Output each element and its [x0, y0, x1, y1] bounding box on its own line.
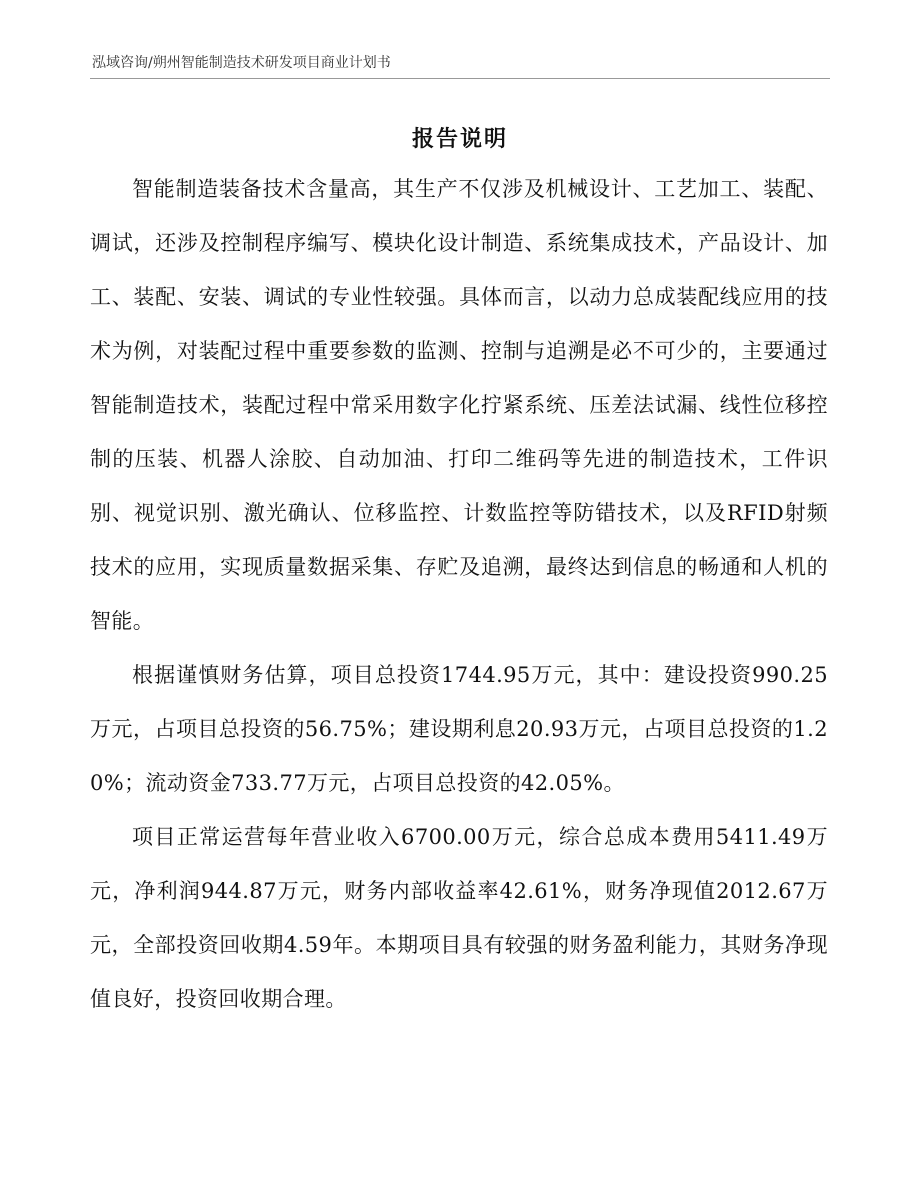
paragraph-investment: 根据谨慎财务估算，项目总投资1744.95万元，其中：建设投资990.25万元，占项目总投资的56.75%；建设期利息20.93万元，占项目总投资的1.20%；流动资金733.77万元，占项目总投资的42.05%。	[90, 663, 828, 795]
running-header: 泓域咨询/朔州智能制造技术研发项目商业计划书	[92, 55, 391, 71]
section-title: 报告说明	[411, 127, 508, 152]
paragraph-overview: 智能制造装备技术含量高，其生产不仅涉及机械设计、工艺加工、装配、调试，还涉及控制程序编写、模块化设计制造、系统集成技术，产品设计、加工、装配、安装、调试的专业性较强。具体而言，以动力总成装配线应用的技术为例，对装配过程中重要参数的监测、控制与追溯是必不可少的，主要通过智能制造技术，装配过程中常采用数字化拧紧系统、压差法试漏、线性位移控制的压装、机器人涂胶、自动加油、打印二维码等先进的制造技术，工件识别、视觉识别、激光确认、位移监控、计数监控等防错技术，以及RFID射频技术的应用，实现质量数据采集、存贮及追溯，最终达到信息的畅通和人机的智能。	[90, 177, 828, 633]
header-divider	[90, 78, 830, 79]
document-body	[90, 162, 828, 1026]
paragraph-financials: 项目正常运营每年营业收入6700.00万元，综合总成本费用5411.49万元，净利润944.87万元，财务内部收益率42.61%，财务净现值2012.67万元，全部投资回收期4.59年。本期项目具有较强的财务盈利能力，其财务净现值良好，投资回收期合理。	[90, 825, 828, 1011]
